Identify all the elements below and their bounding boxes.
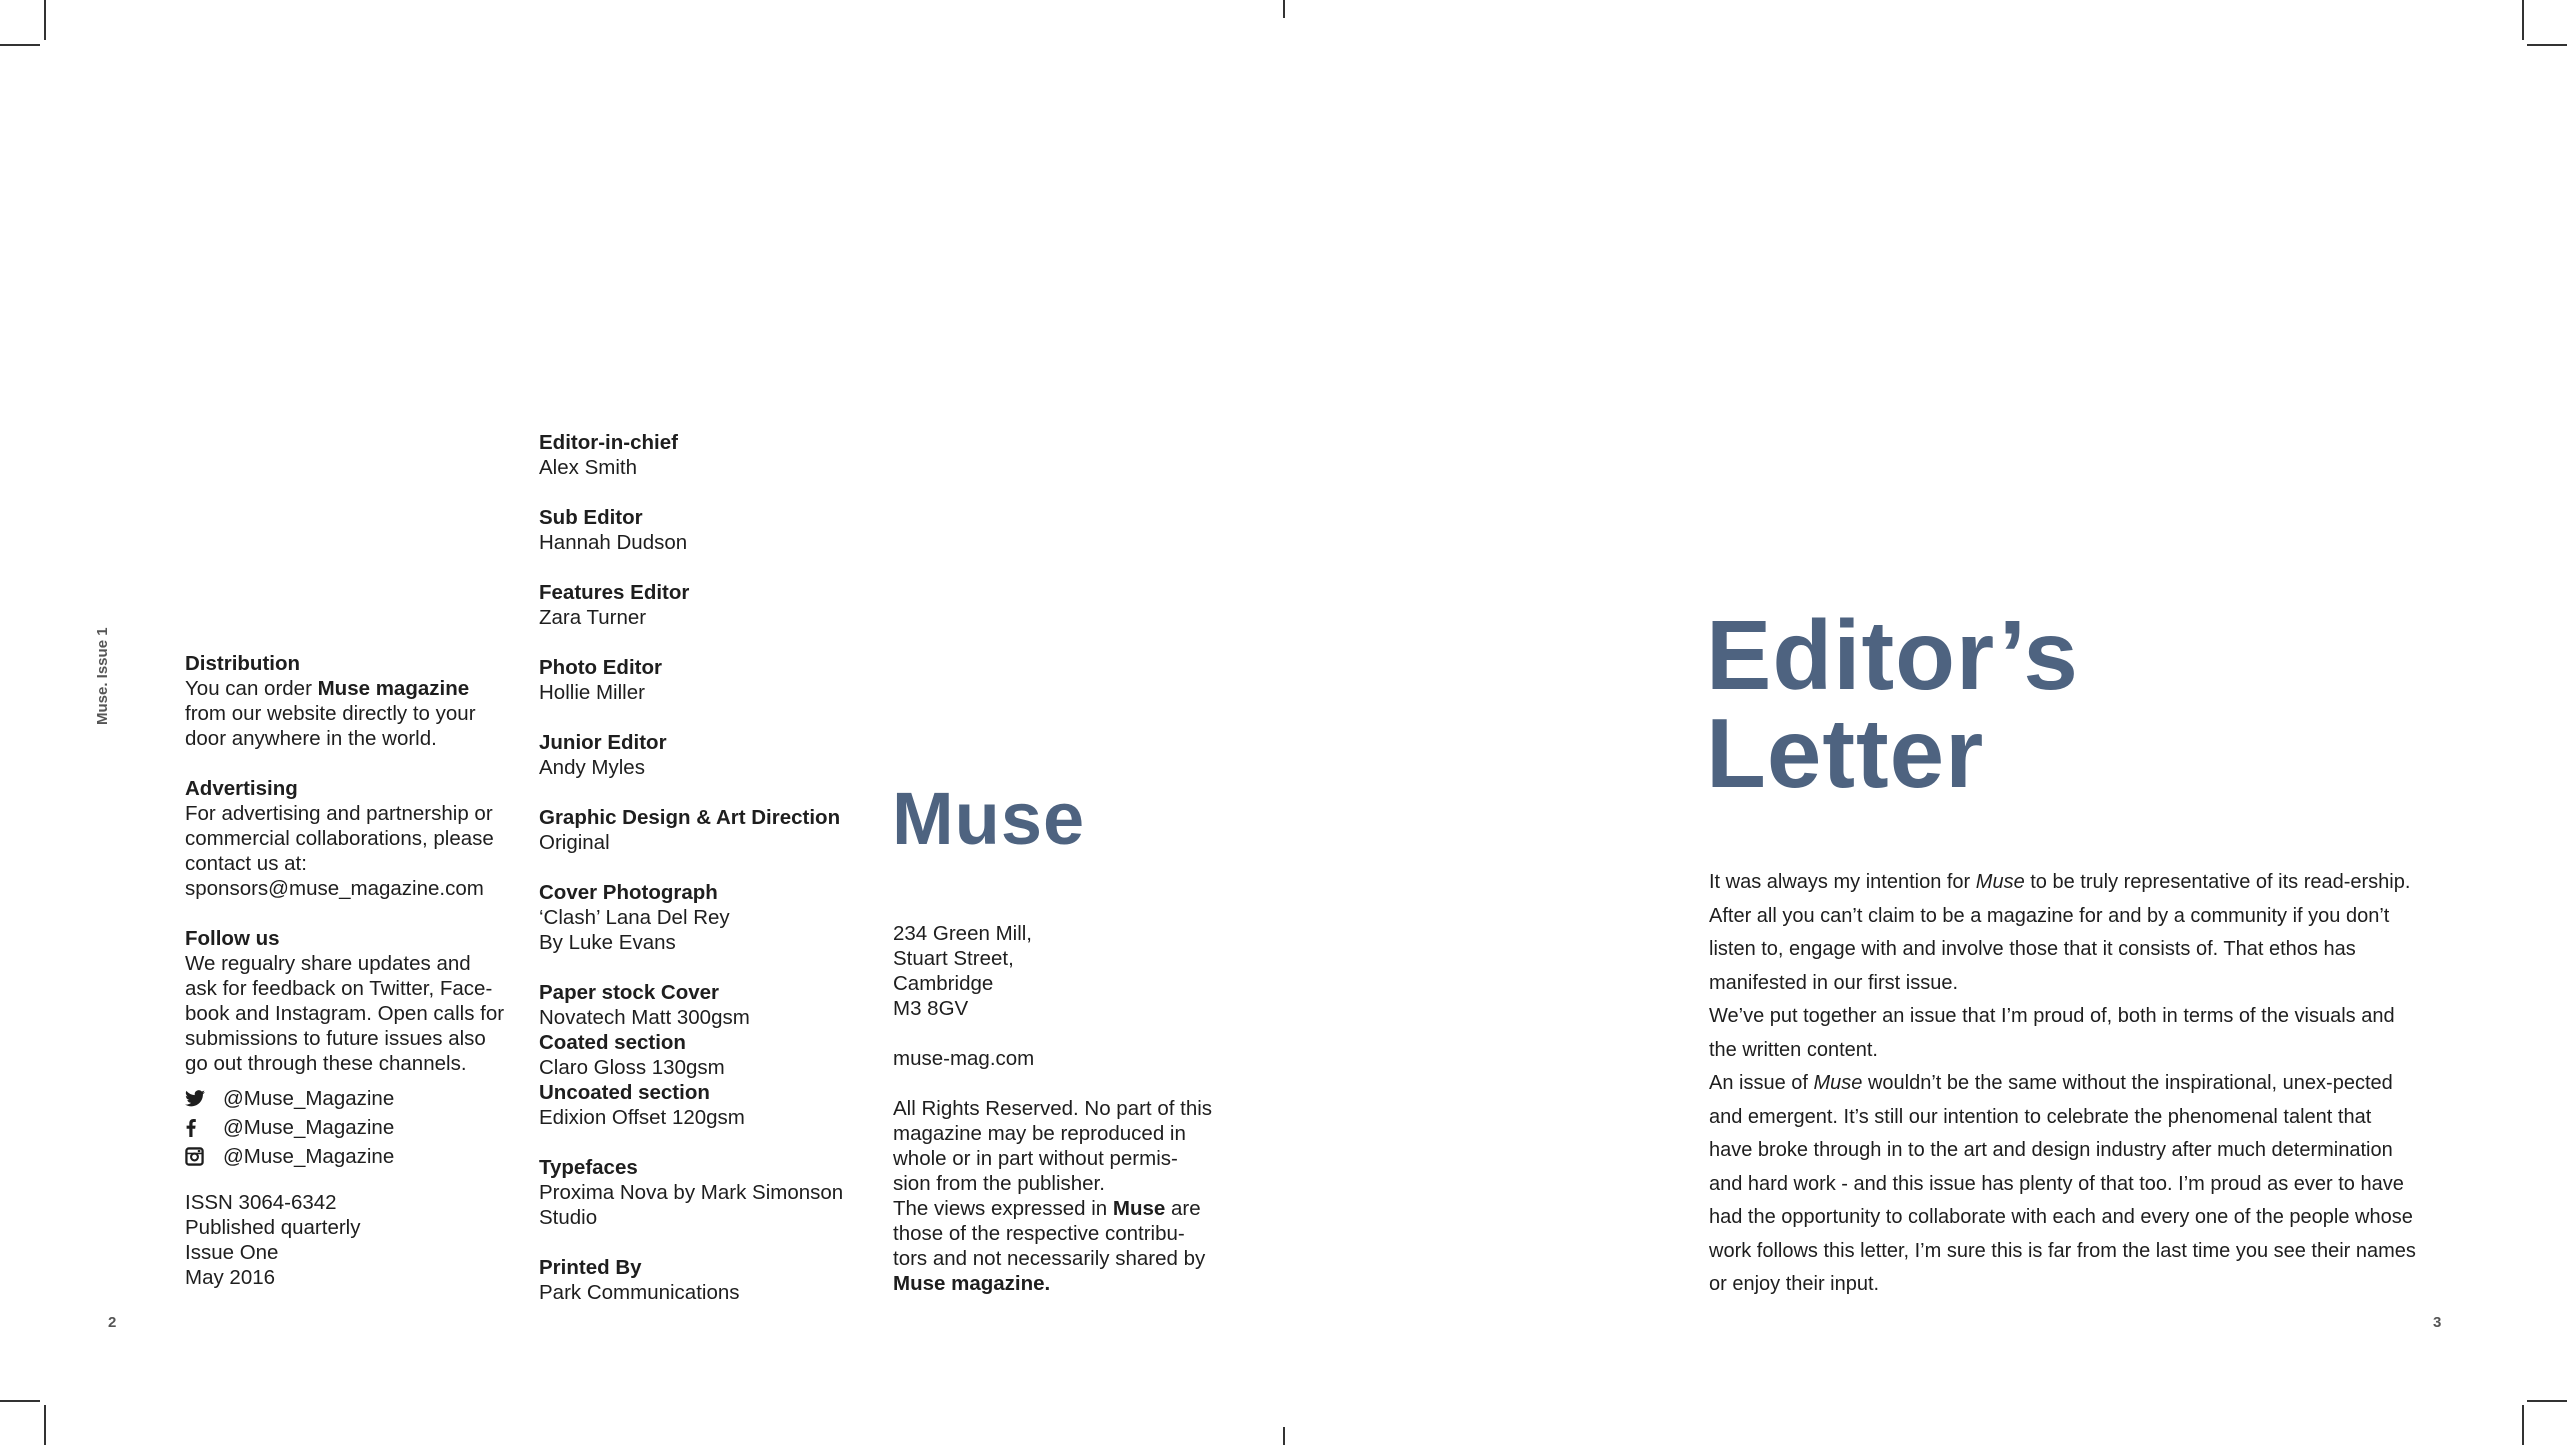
social-twitter[interactable] [185, 1084, 515, 1113]
credit-item [539, 655, 869, 705]
typefaces-credit [539, 1155, 869, 1230]
credits-column [539, 430, 869, 1305]
credit-role: Printed By [539, 1256, 642, 1279]
crop-mark [2527, 44, 2567, 46]
credit-name: Park Communications [539, 1281, 740, 1304]
credit-role: Paper stock Cover [539, 981, 720, 1004]
text-line: The views expressed in Muse are [893, 1197, 1201, 1220]
credit-name: Hollie Miller [539, 681, 645, 704]
social-handle: @Muse_Magazine [223, 1087, 395, 1110]
title-line: Editor’s [1706, 600, 2079, 710]
follow-section [185, 926, 515, 1076]
credit-item [539, 730, 869, 780]
text-line: commercial collaborations, please [185, 827, 494, 850]
frequency: Published quarterly [185, 1216, 361, 1239]
page-number-left: 2 [108, 1314, 117, 1331]
crop-mark [0, 1400, 40, 1402]
page-number-right: 3 [2433, 1314, 2442, 1331]
credit-name: Studio [539, 1206, 598, 1229]
text-line: We regualry share updates and [185, 952, 471, 975]
credit-name: Proxima Nova by Mark Simonson [539, 1181, 844, 1204]
issn: ISSN 3064-6342 [185, 1191, 337, 1214]
crop-mark [44, 1405, 46, 1445]
letter-paragraph: An issue of Muse wouldn’t be the same without the inspirational, unex-pected and emergent. It’s still our intention to celebrate the phenomenal talent that have broke through in to the art and design industry after much determination and hard work - and this issue has plenty of that too. I’m proud as ever to have had the opportunity to collaborate with each and every one of the people whose work follows this letter, I’m sure this is far from the last time you see their names or enjoy their input. [1709, 1072, 2416, 1295]
credit-name: Andy Myles [539, 756, 645, 779]
section-heading: Advertising [185, 777, 298, 800]
text-line: door anywhere in the world. [185, 727, 437, 750]
credit-item [539, 505, 869, 555]
issue-number: Issue One [185, 1241, 279, 1264]
text-line: ask for feedback on Twitter, Face- [185, 977, 493, 1000]
credit-role: Cover Photograph [539, 881, 718, 904]
section-heading: Follow us [185, 927, 280, 950]
advertising-section [185, 776, 515, 901]
text-line: contact us at: [185, 852, 307, 875]
credit-name: Edixion Offset 120gsm [539, 1106, 745, 1129]
credit-role: Typefaces [539, 1156, 638, 1179]
issue-info [185, 1190, 515, 1290]
credit-name: Original [539, 831, 610, 854]
text-line: All Rights Reserved. No part of this [893, 1097, 1213, 1120]
rights-notice [893, 1096, 1223, 1296]
credit-role: Photo Editor [539, 656, 662, 679]
crop-mark [2527, 1400, 2567, 1402]
website-link[interactable]: muse-mag.com [893, 1047, 1035, 1070]
text-line: sion from the publisher. [893, 1172, 1105, 1195]
crop-mark [44, 0, 46, 40]
credit-role: Junior Editor [539, 731, 667, 754]
letter-paragraph: We’ve put together an issue that I’m proud of, both in terms of the visuals and the written content. [1709, 1005, 2395, 1061]
credit-name: By Luke Evans [539, 931, 676, 954]
issue-date: May 2016 [185, 1266, 276, 1289]
editors-letter-title [1706, 600, 2079, 808]
credit-role: Features Editor [539, 581, 690, 604]
text-line: whole or in part without permis- [893, 1147, 1178, 1170]
credit-name: Hannah Dudson [539, 531, 688, 554]
social-instagram[interactable] [185, 1142, 515, 1171]
text-line: For advertising and partnership or [185, 802, 493, 825]
instagram-icon [185, 1147, 223, 1166]
text-line: go out through these channels. [185, 1052, 467, 1075]
title-line: Letter [1706, 698, 1985, 808]
text-line: You can order Muse magazine [185, 677, 470, 700]
crop-mark [2522, 1405, 2524, 1445]
text-line: submissions to future issues also [185, 1027, 486, 1050]
distribution-section [185, 651, 515, 751]
sponsor-email: sponsors@muse_magazine.com [185, 877, 484, 900]
crop-mark [1283, 0, 1285, 18]
credit-role: Graphic Design & Art Direction [539, 806, 841, 829]
text-line: book and Instagram. Open calls for [185, 1002, 505, 1025]
editors-letter-body [1709, 866, 2419, 1302]
credit-item [539, 430, 869, 480]
address-line: 234 Green Mill, [893, 922, 1033, 945]
credit-role: Uncoated section [539, 1081, 710, 1104]
crop-mark [0, 44, 40, 46]
publisher-column [893, 921, 1223, 1296]
info-column [185, 651, 515, 1290]
address-line: Cambridge [893, 972, 994, 995]
text-line: tors and not necessarily shared by [893, 1247, 1206, 1270]
credit-role: Editor-in-chief [539, 431, 678, 454]
social-handle: @Muse_Magazine [223, 1145, 395, 1168]
credit-name: Zara Turner [539, 606, 647, 629]
social-facebook[interactable] [185, 1113, 515, 1142]
credit-name: ‘Clash’ Lana Del Rey [539, 906, 730, 929]
muse-logo: Muse [892, 777, 1086, 860]
credit-name: Claro Gloss 130gsm [539, 1056, 725, 1079]
credit-role: Coated section [539, 1031, 686, 1054]
credit-name: Alex Smith [539, 456, 637, 479]
credit-name: Novatech Matt 300gsm [539, 1006, 750, 1029]
twitter-icon [185, 1090, 223, 1107]
text-line: magazine may be reproduced in [893, 1122, 1186, 1145]
text-line: those of the respective contribu- [893, 1222, 1185, 1245]
printer-credit [539, 1255, 869, 1305]
credit-item [539, 580, 869, 630]
address [893, 921, 1223, 1021]
crop-mark [1283, 1427, 1285, 1445]
address-line: Stuart Street, [893, 947, 1014, 970]
paper-stock [539, 980, 869, 1130]
social-handle: @Muse_Magazine [223, 1116, 395, 1139]
facebook-icon [185, 1119, 223, 1137]
crop-mark [2522, 0, 2524, 40]
text-line: Muse magazine. [893, 1272, 1051, 1295]
credit-role: Sub Editor [539, 506, 643, 529]
cover-photo-credit [539, 880, 869, 955]
spine-label: Muse. Issue 1 [94, 627, 111, 725]
section-heading: Distribution [185, 652, 301, 675]
letter-paragraph: It was always my intention for Muse to be truly representative of its read-ership. After all you can’t claim to be a magazine for and by a community if you don’t listen to, engage with and involve those that it consists of. That ethos has manifested in our first issue. [1709, 871, 2411, 994]
credit-item [539, 805, 869, 855]
address-line: M3 8GV [893, 997, 969, 1020]
text-line: from our website directly to your [185, 702, 476, 725]
